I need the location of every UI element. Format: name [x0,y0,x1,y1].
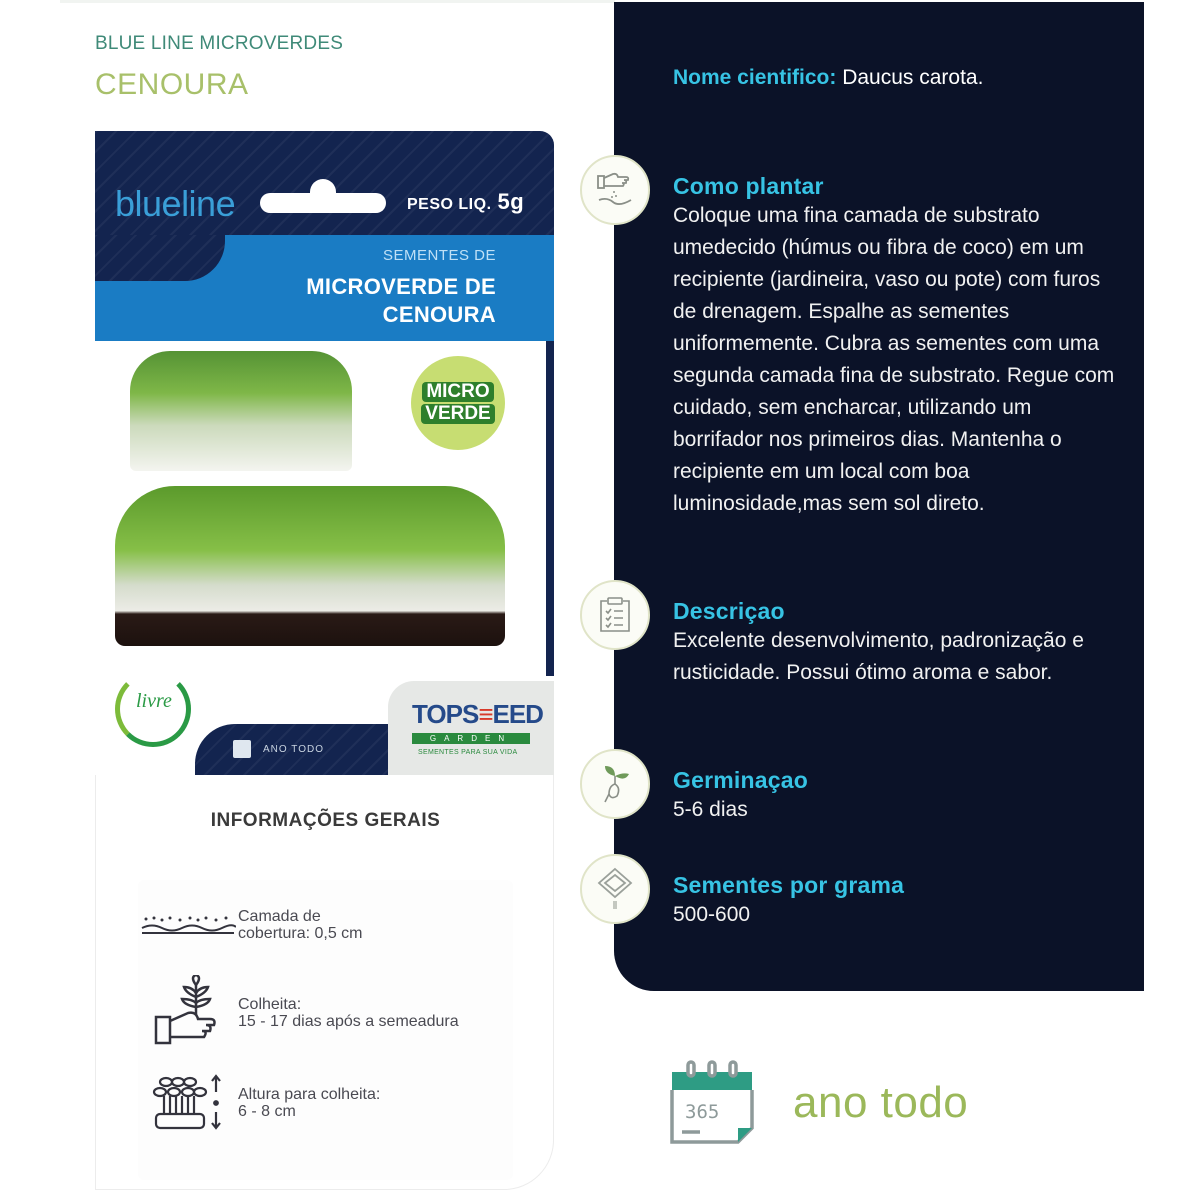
livre-leaf-icon [115,671,191,747]
topseed-name [412,699,543,730]
soil-layer-icon [138,914,238,936]
info-label: Altura para colheita: [238,1086,381,1103]
product-title: CENOURA [95,68,249,101]
packet-weight [407,189,524,215]
calendar-365-icon [668,1058,758,1153]
sprouts-small-image [130,351,352,471]
seed-packet-icon [580,854,650,924]
season-label: ano todo [793,1078,969,1127]
section-body: Excelente desenvolvimento, padronização e rusticidade. Possui ótimo aroma e sabor. [673,629,1084,684]
section-title: Sementes por grama [673,872,905,898]
info-value: 15 - 17 dias após a semeadura [238,1013,459,1030]
hand-harvest-icon [138,975,238,1051]
packet-logo: blueline [115,183,236,224]
packet-photo-area [95,341,554,776]
section-how-to-plant [673,172,1123,520]
packet-title-band [95,235,554,341]
general-info-list [138,880,513,1180]
microverde-badge [411,356,505,450]
scientific-name-value: Daucus carota. [842,66,984,89]
info-label: Camada de [238,908,321,925]
section-body: 5-6 dias [673,798,748,821]
packet-name-line1: MICROVERDE DE [306,274,496,299]
topseed-logo [388,681,554,776]
clipboard-checklist-icon [580,580,650,650]
top-divider [60,0,615,3]
packet-season-label: ANO TODO [263,744,324,755]
scientific-name [673,66,983,90]
general-info-title: INFORMAÇÕES GERAIS [210,810,441,831]
section-title: Como plantar [673,173,824,199]
info-value: cobertura: 0,5 cm [238,925,363,942]
sprout-height-icon [138,1072,238,1134]
section-body: Coloque uma fina camada de substrato umedecido (húmus ou fibra de coco) em um recipiente (jardineira, vaso ou pote) com furos de drenagem. Espalhe as sementes uniformemente. Cubra as sementes com uma segunda camada fina de substrato. Regue com cuidado, sem encharcar, utilizando um borrifador nos primeiros dias. Mantenha o recipiente em um local com boa luminosidade,mas sem sol direto. [673,204,1115,515]
info-item-cover-layer [138,908,363,942]
packet-product-name [306,273,496,329]
section-description [673,597,1123,689]
topseed-name-a: TOPS [412,699,479,729]
info-label: Colheita: [238,996,302,1013]
section-title: Descriçao [673,598,785,624]
general-info-card [95,775,554,1190]
badge-line2: VERDE [421,404,494,424]
topseed-garden: GARDEN [412,733,530,744]
weight-label: PESO LIQ. [407,196,492,213]
packet-seeds-label: SEMENTES DE [382,247,496,264]
hang-hole [260,193,386,213]
brand-line: BLUE LINE MICROVERDES [95,33,344,54]
info-item-harvest [138,975,459,1051]
section-title: Germinaçao [673,767,808,793]
packet-name-line2: CENOURA [382,302,496,327]
info-value: 6 - 8 cm [238,1103,296,1120]
svg-text:365: 365 [685,1101,720,1123]
topseed-name-b: EED [492,699,543,729]
calendar-icon [233,740,251,758]
sprouts-tray-image [115,486,505,646]
topseed-tagline: SEMENTES PARA SUA VIDA [418,749,518,756]
scientific-name-label: Nome cientifico: [673,66,837,89]
livre-label: livre [136,690,172,712]
section-germination [673,766,1123,826]
seed-stripes-icon: ≡ [478,699,493,729]
weight-value: 5g [497,189,525,214]
packet-season-tab [195,724,390,776]
badge-line1: MICRO [422,382,493,402]
seed-packet-image [95,131,554,776]
planting-hand-icon [580,155,650,225]
section-seeds-per-gram [673,871,1123,931]
packet-edge [546,341,554,676]
section-body: 500-600 [673,903,751,926]
germination-sprout-icon [580,749,650,819]
info-item-height [138,1072,380,1134]
